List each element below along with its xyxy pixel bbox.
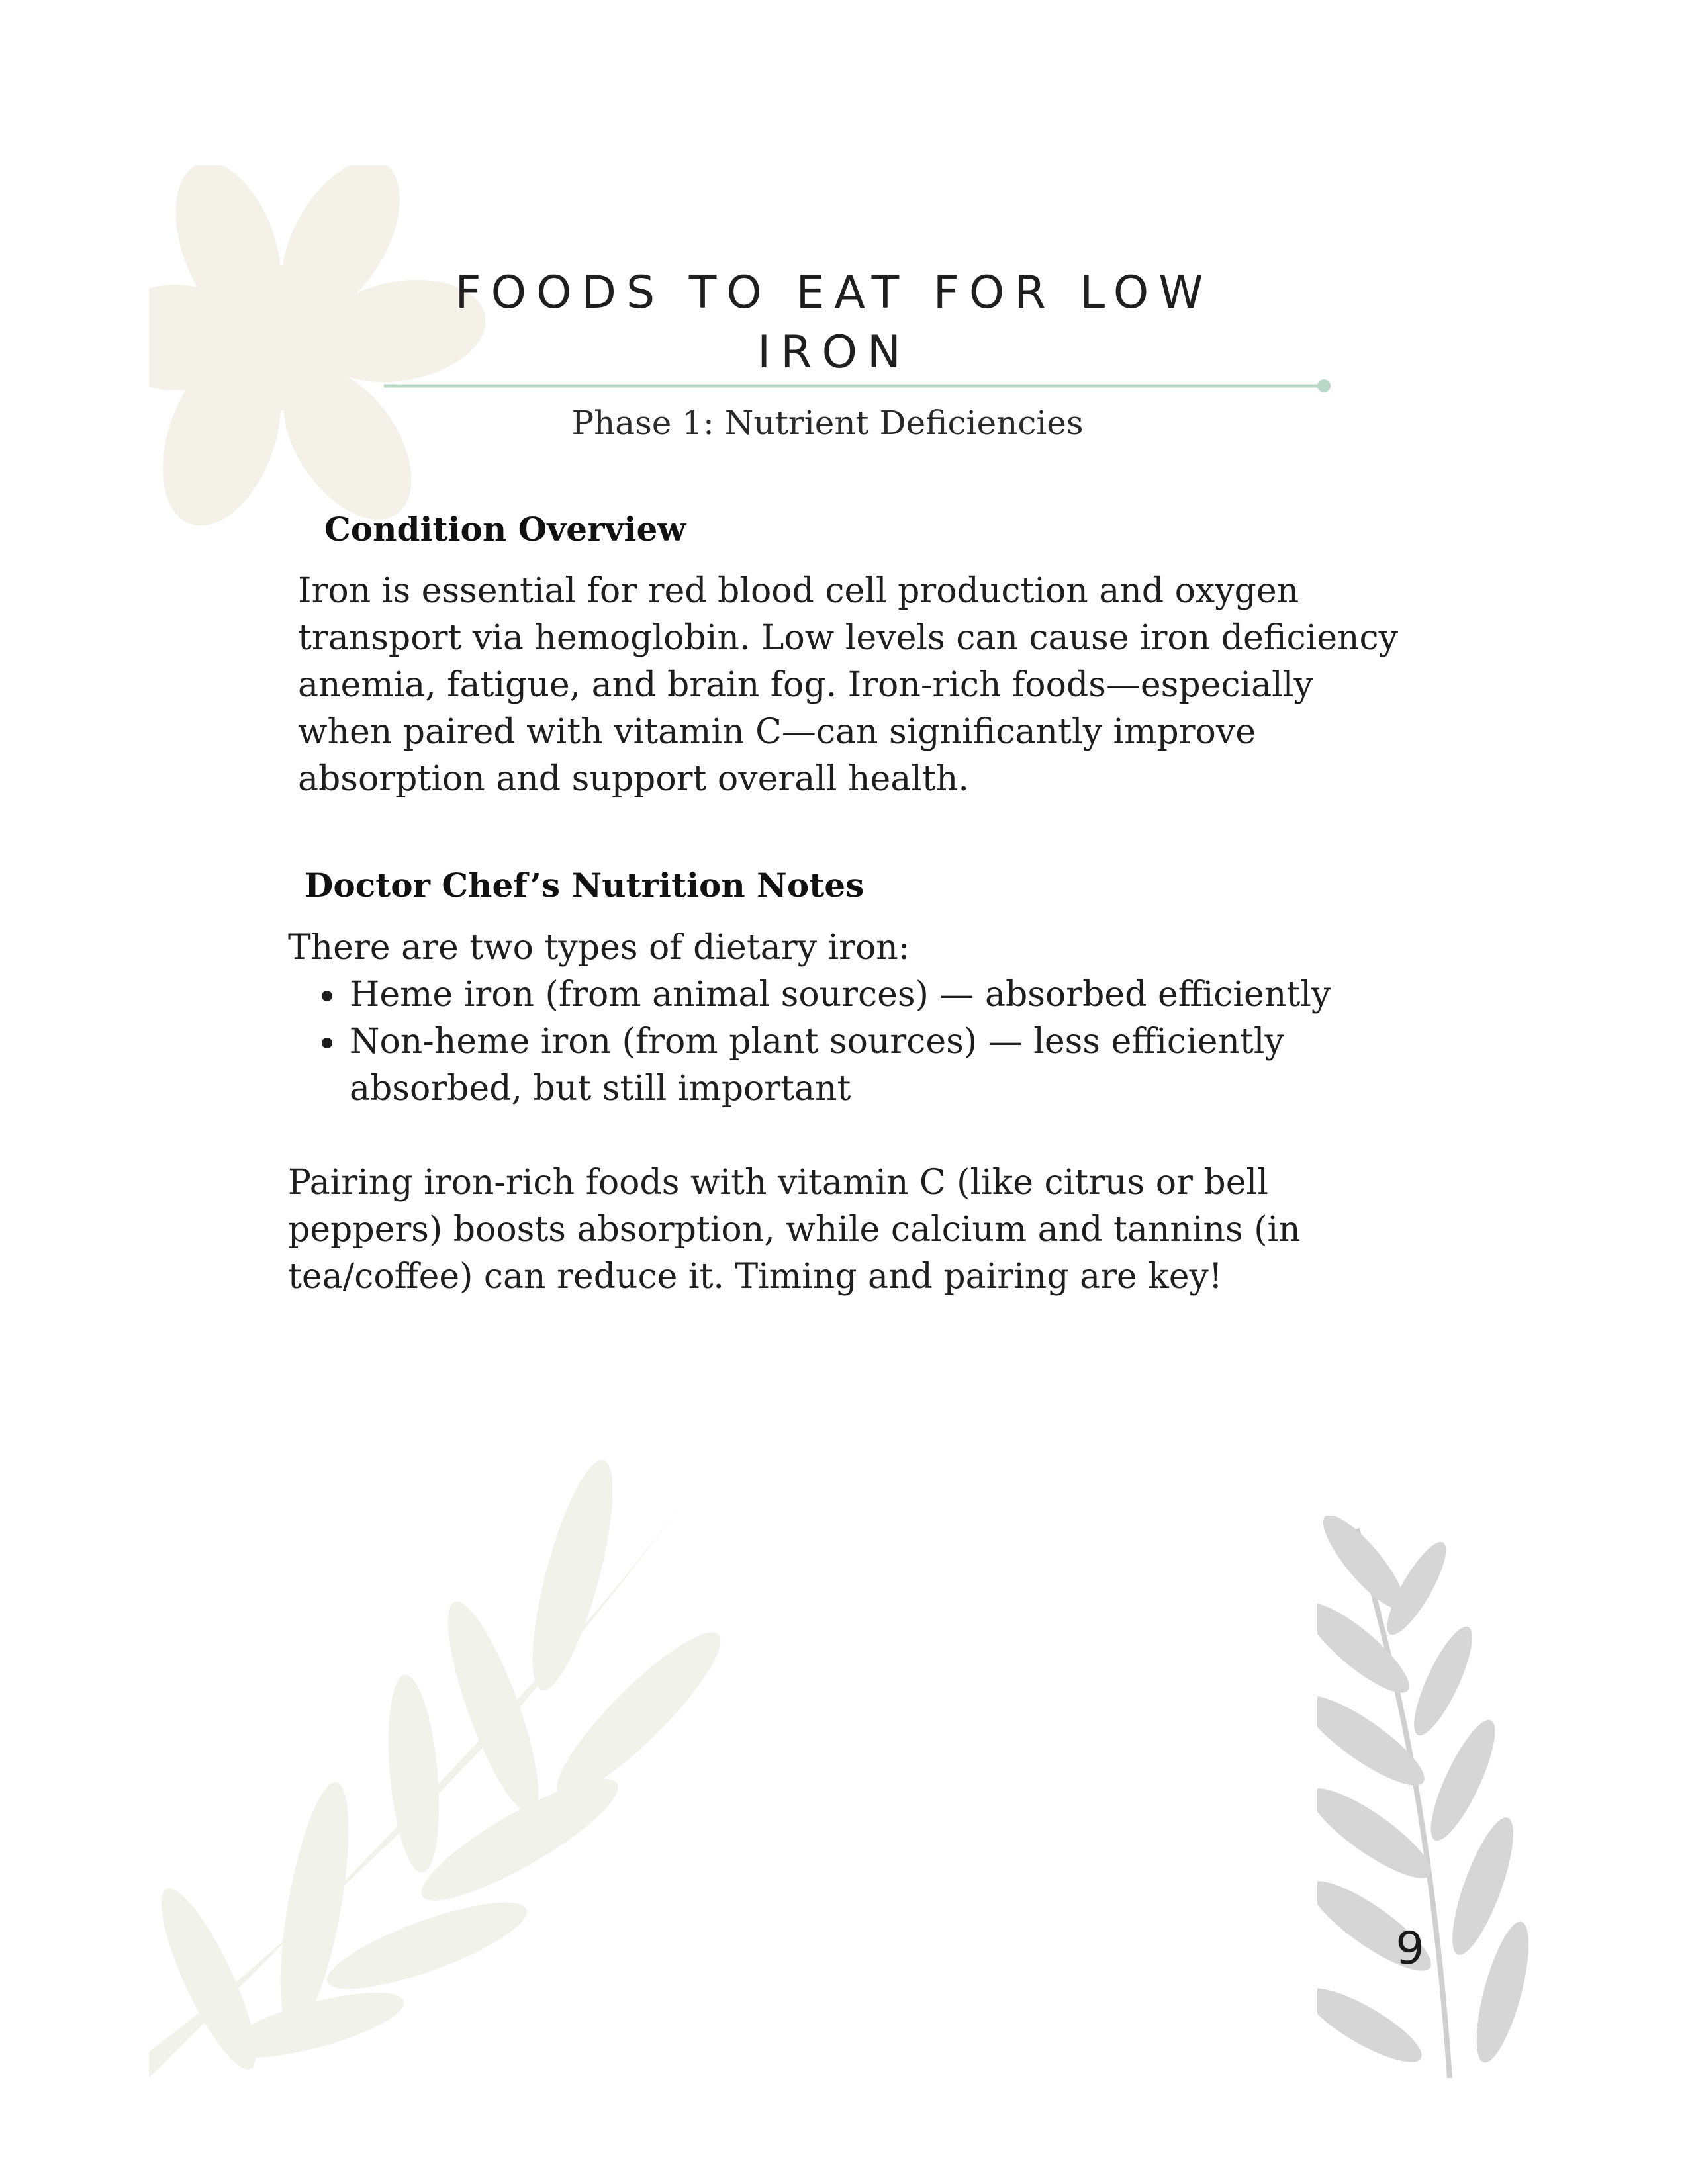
nutrition-notes-intro: There are two types of dietary iron: [288,928,910,968]
page-subtitle: Phase 1: Nutrient Deficiencies [571,404,1084,442]
nutrition-notes-heading: Doctor Chef’s Nutrition Notes [305,866,865,905]
nutrition-notes-closing: Pairing iron-rich foods with vitamin C (like citrus or bell peppers) boosts absorption, while calcium and tannins (in tea/coffee) can reduce it. Timing and pairing are key! [288,1163,1301,1297]
list-item: • Non-heme iron (from plant sources) — less efficiently absorbed, but still important [347,1019,1459,1113]
condition-overview-body: Iron is essential for red blood cell production and oxygen transport via hemoglobin. Low levels can cause iron deficiency anemia, fatigue, and brain fog. Iron-rich foods—especially when paired with vitamin C—can significantly improve absorption and support overall health. [298,571,1399,799]
page-title: FOODS TO EAT FOR LOW IRON [455,267,1213,379]
iron-types-list [291,972,1459,1113]
page-number: 9 [1395,1923,1425,1975]
condition-overview-heading: Condition Overview [324,510,686,549]
title-divider [371,376,1337,396]
fern-sprig-icon [1317,1516,1542,2078]
leafy-branch-icon [149,1430,745,2078]
list-item: • Heme iron (from animal sources) — absorbed efficiently [347,972,1459,1019]
